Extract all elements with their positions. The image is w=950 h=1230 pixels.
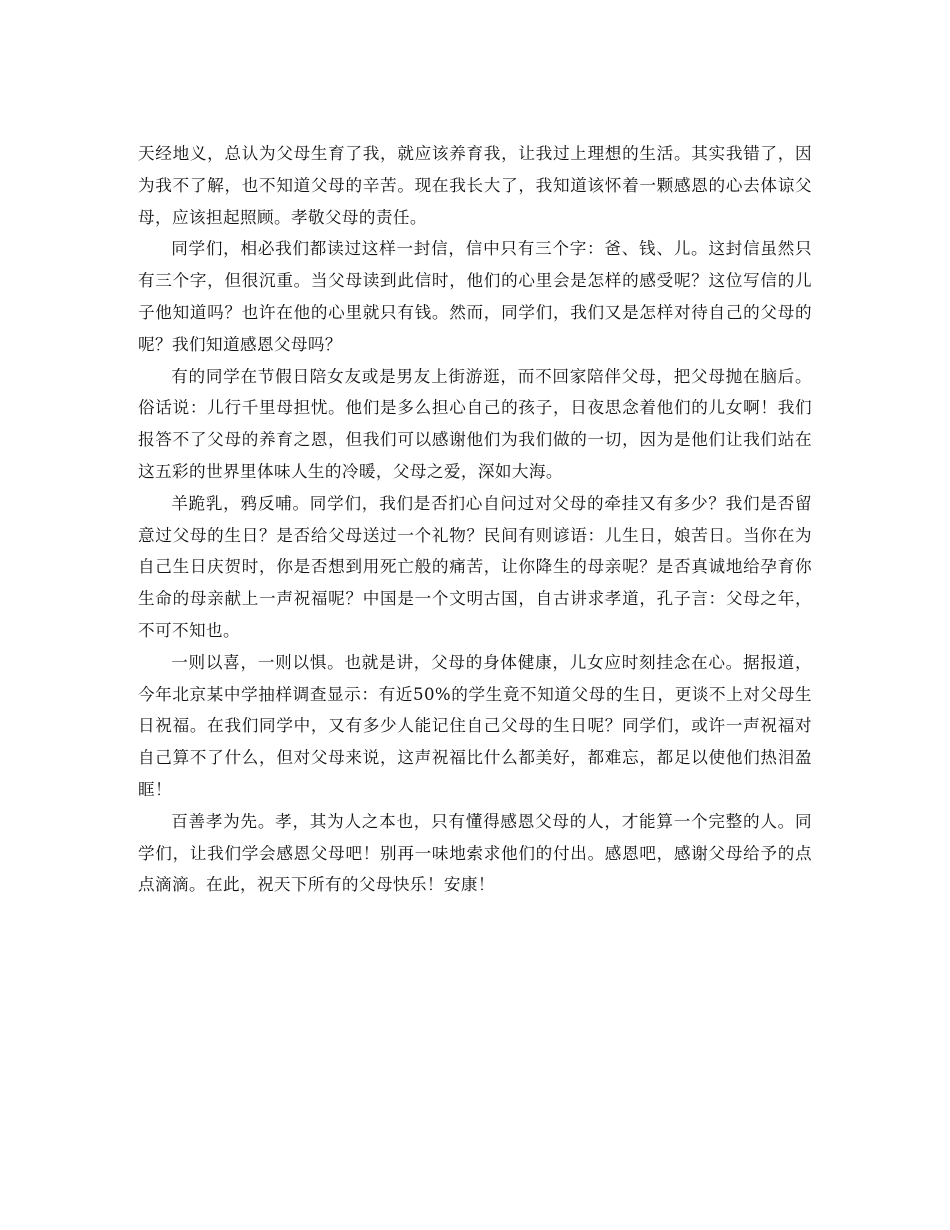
paragraph-survey: 一则以喜，一则以惧。也就是讲，父母的身体健康，儿女应时刻挂念在心。据报道，今年北京某中学抽样调查显示：有近50%的学生竟不知道父母的生日，更谈不上对父母生日祝福。在我们同学中，又有多少人能记住自己父母的生日呢？同学们，或许一声祝福对自己算不了什么，但对父母来说，这声祝福比什么都美好，都难忘，都足以使他们热泪盈眶！ — [138, 652, 812, 799]
paragraph-letter: 同学们，相必我们都读过这样一封信，信中只有三个字：爸、钱、儿。这封信虽然只有三个字，但很沉重。当父母读到此信时，他们的心里会是怎样的感受呢？这位写信的儿子他知道吗？也许在他的心里就只有钱。然而，同学们，我们又是怎样对待自己的父母的呢？我们知道感恩父母吗？ — [138, 239, 812, 354]
document-page — [138, 138, 812, 901]
paragraph-continued: 天经地义，总认为父母生育了我，就应该养育我，让我过上理想的生活。其实我错了，因为我不了解，也不知道父母的辛苦。现在我长大了，我知道该怀着一颗感恩的心去体谅父母，应该担起照顾。孝敬父母的责任。 — [138, 144, 812, 227]
paragraph-holidays: 有的同学在节假日陪女友或是男友上街游逛，而不回家陪伴父母，把父母抛在脑后。俗话说：儿行千里母担忧。他们是多么担心自己的孩子，日夜思念着他们的儿女啊！我们报答不了父母的养育之恩，但我们可以感谢他们为我们做的一切，因为是他们让我们站在这五彩的世界里体味人生的冷暖，父母之爱，深如大海。 — [138, 366, 812, 481]
paragraph-conclusion: 百善孝为先。孝，其为人之本也，只有懂得感恩父母的人，才能算一个完整的人。同学们，让我们学会感恩父母吧！别再一味地索求他们的付出。感恩吧，感谢父母给予的点点滴滴。在此，祝天下所有的父母快乐！安康！ — [138, 811, 812, 895]
paragraph-birthday: 羊跪乳，鸦反哺。同学们，我们是否扪心自问过对父母的牵挂又有多少？我们是否留意过父母的生日？是否给父母送过一个礼物？民间有则谚语：儿生日，娘苦日。当你在为自己生日庆贺时，你是否想到用死亡般的痛苦，让你降生的母亲呢？是否真诚地给孕育你生命的母亲献上一声祝福呢？中国是一个文明古国，自古讲求孝道，孔子言：父母之年，不可不知也。 — [138, 493, 812, 640]
